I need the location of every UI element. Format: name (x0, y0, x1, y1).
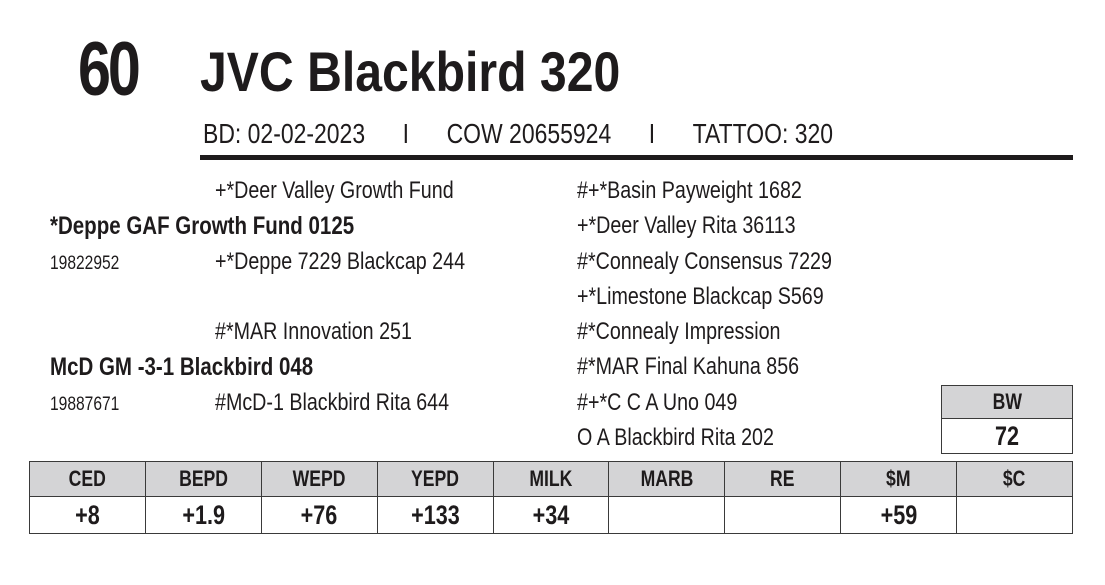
epd-value-row (30, 497, 1073, 534)
great-grandparent: +*Limestone Blackcap S569 (577, 283, 824, 310)
great-grandparent: #+*C C A Uno 049 (577, 389, 738, 416)
bw-label: BW (942, 386, 1073, 419)
epd-value (609, 497, 725, 534)
header-rule (200, 155, 1073, 160)
sire-name: *Deppe GAF Growth Fund 0125 (50, 212, 355, 240)
sire-dam: +*Deppe 7229 Blackcap 244 (215, 248, 466, 275)
epd-value: +1.9 (145, 497, 261, 534)
epd-header: MILK (493, 462, 609, 497)
epd-header: CED (30, 462, 146, 497)
great-grandparent: +*Deer Valley Rita 36113 (577, 212, 796, 239)
great-grandparent: #*Connealy Impression (577, 318, 781, 345)
epd-value (725, 497, 841, 534)
epd-value: +8 (30, 497, 146, 534)
epd-value: +59 (841, 497, 957, 534)
registration-number: COW 20655924 (446, 118, 612, 149)
tattoo: TATTOO: 320 (692, 118, 834, 149)
epd-header: $C (957, 462, 1073, 497)
great-grandparent: #*Connealy Consensus 7229 (577, 248, 832, 275)
sire-sire: +*Deer Valley Growth Fund (215, 177, 454, 204)
epd-header: YEPD (377, 462, 493, 497)
epd-header: WEPD (261, 462, 377, 497)
bw-value: 72 (942, 419, 1073, 454)
birth-date: BD: 02-02-2023 (203, 118, 366, 149)
separator: I (648, 118, 656, 149)
birth-weight-table (941, 385, 1073, 454)
lot-number: 60 (78, 27, 138, 112)
epd-table (29, 461, 1073, 534)
epd-header-row (30, 462, 1073, 497)
animal-name: JVC Blackbird 320 (200, 40, 621, 103)
dam-name: McD GM -3-1 Blackbird 048 (50, 353, 314, 381)
separator: I (402, 118, 410, 149)
epd-value: +34 (493, 497, 609, 534)
epd-header: RE (725, 462, 841, 497)
epd-header: MARB (609, 462, 725, 497)
epd-value: +133 (377, 497, 493, 534)
epd-value: +76 (261, 497, 377, 534)
dam-sire: #*MAR Innovation 251 (215, 318, 412, 345)
great-grandparent: O A Blackbird Rita 202 (577, 424, 774, 451)
dam-registration: 19887671 (50, 394, 120, 415)
epd-header: $M (841, 462, 957, 497)
great-grandparent: #*MAR Final Kahuna 856 (577, 353, 800, 380)
animal-info-line (203, 118, 833, 150)
great-grandparent: #+*Basin Payweight 1682 (577, 177, 802, 204)
sire-registration: 19822952 (50, 253, 120, 274)
dam-dam: #McD-1 Blackbird Rita 644 (215, 389, 450, 416)
epd-value (957, 497, 1073, 534)
epd-header: BEPD (145, 462, 261, 497)
